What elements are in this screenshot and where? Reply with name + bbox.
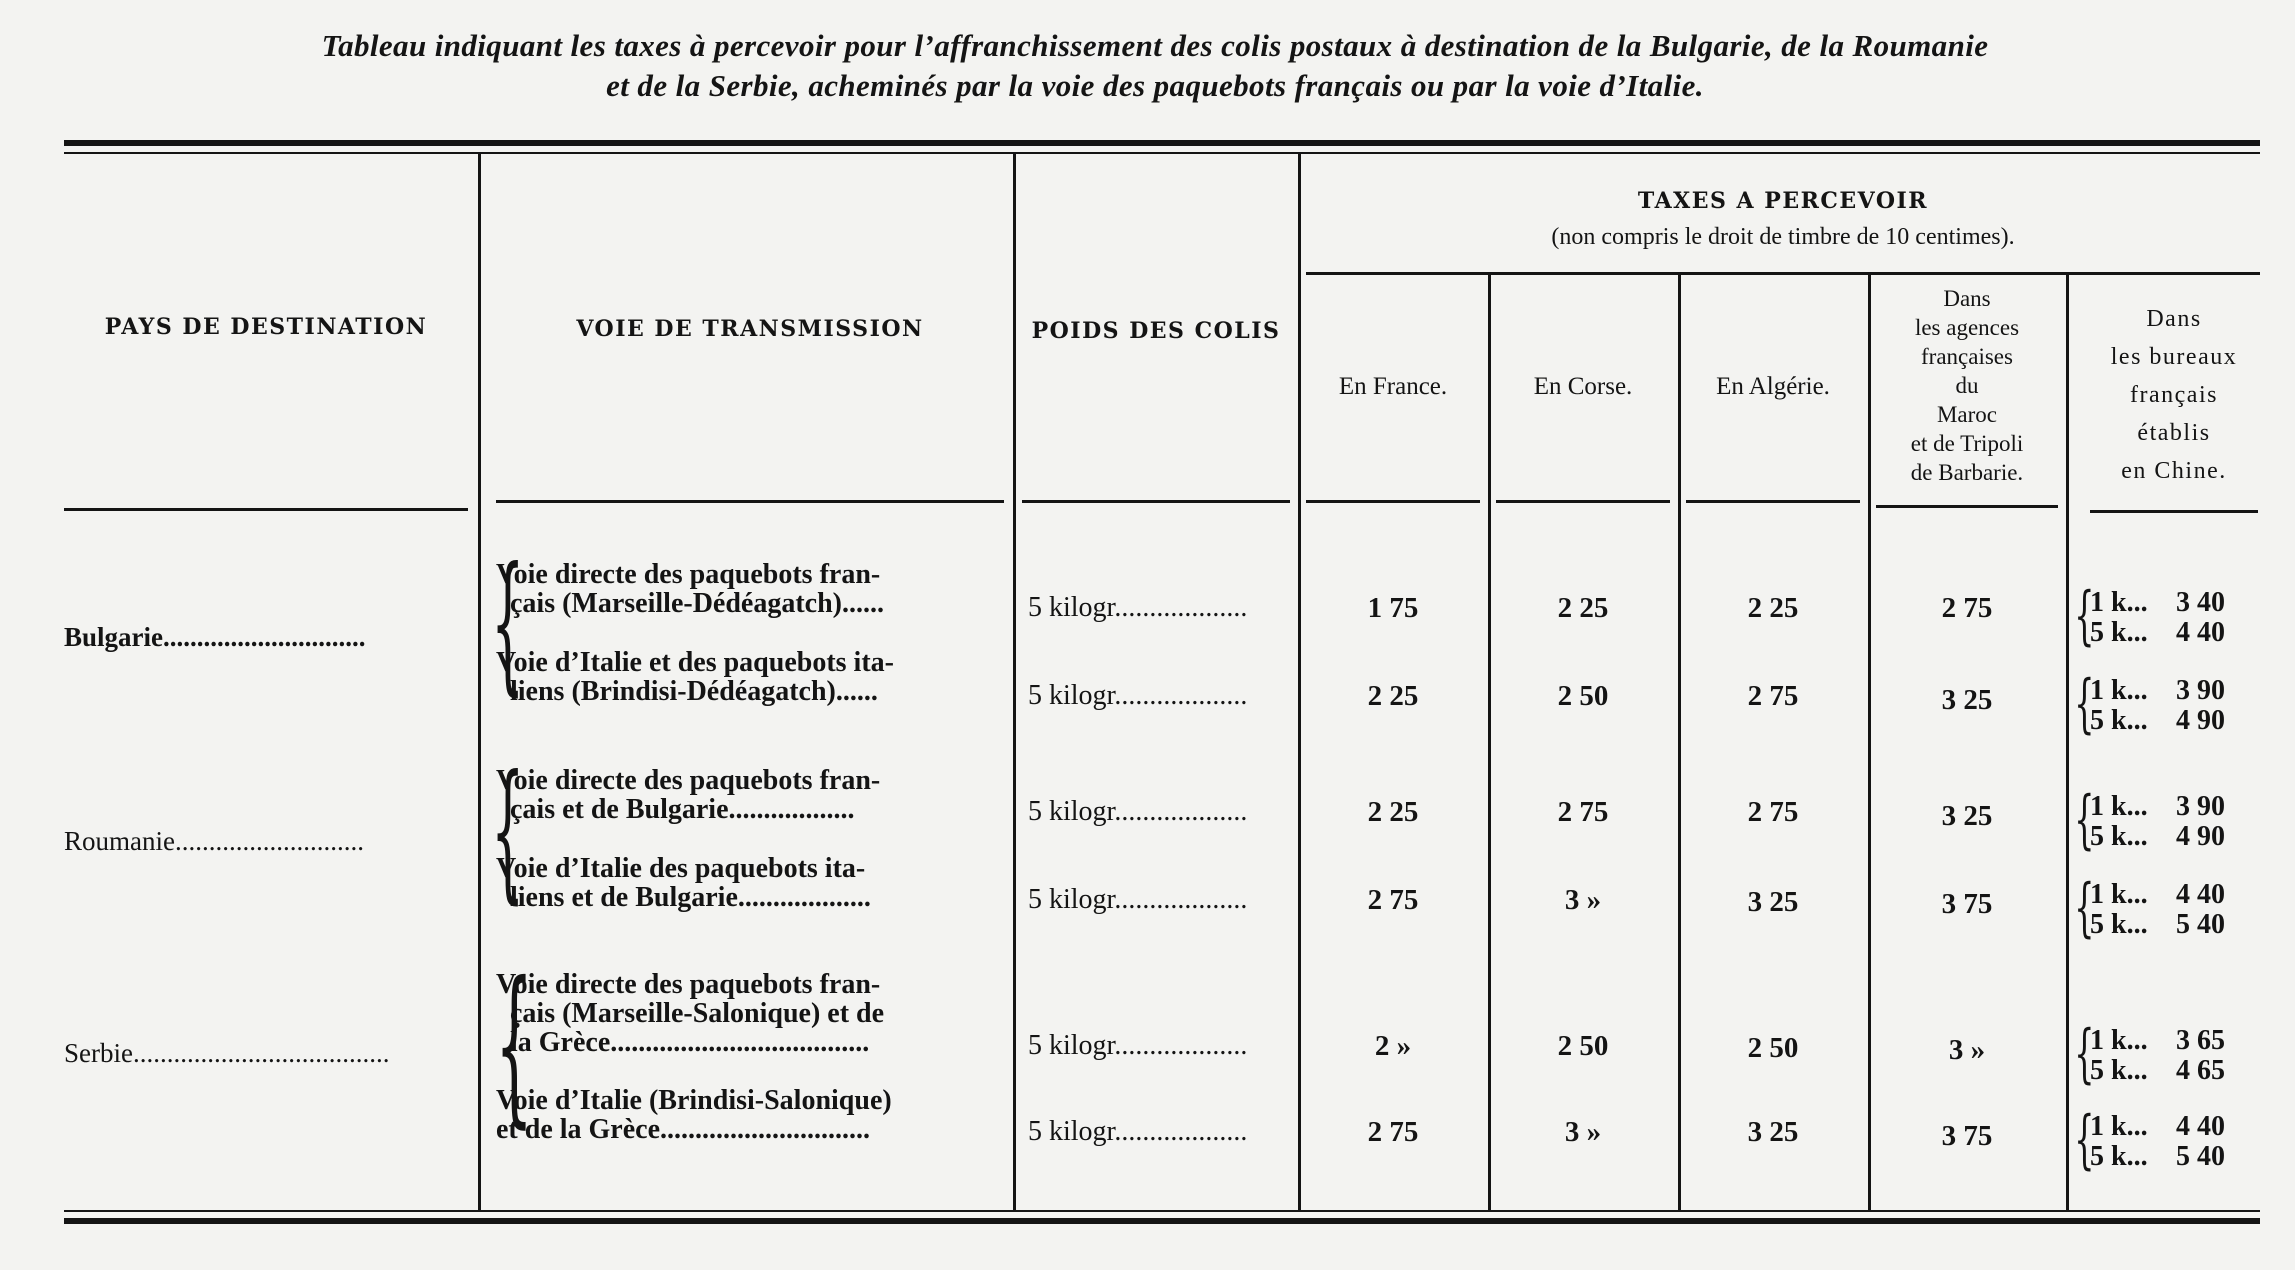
route-row-1: Voie directe des paquebots fran- çais (Marseille-Dédéagatch)...... (496, 559, 884, 618)
header-underline-corse (1496, 500, 1670, 503)
country-bulgarie: Bulgarie.............................. (64, 622, 366, 652)
france-row-3: 2 25 (1367, 796, 1419, 828)
corse-row-5: 2 50 (1557, 1030, 1609, 1062)
country-roumanie: Roumanie............................ (64, 826, 364, 856)
brace-serbie: { (495, 946, 534, 1144)
poids-row-3: 5 kilogr................... (1028, 796, 1248, 827)
header-algerie: En Algérie. (1716, 373, 1830, 400)
brace-roumanie: { (491, 744, 525, 918)
bottom-rule-thick (64, 1218, 2260, 1224)
brace-chine-row-6: { (2074, 1103, 2095, 1177)
header-underline-pays (64, 508, 468, 511)
header-france: En France. (1338, 373, 1448, 400)
header-underline-voie (496, 500, 1004, 503)
corse-row-2: 2 50 (1557, 680, 1609, 712)
title-line-1: Tableau indiquant les taxes à percevoir pour l’affranchissement des colis postaux à destination de la Bulgarie, de la Roumanie (321, 28, 1989, 63)
maroc-row-2: 3 25 (1941, 684, 1993, 716)
poids-row-2: 5 kilogr................... (1028, 680, 1248, 711)
col-divider-1 (478, 154, 481, 1212)
header-voie: VOIE DE TRANSMISSION (576, 316, 924, 342)
france-row-1: 1 75 (1367, 592, 1419, 624)
chine-row-5: 1 k... 3 65 5 k... 4 65 (2090, 1025, 2225, 1086)
france-row-5: 2 » (1374, 1030, 1412, 1062)
route-row-6: Voie d’Italie (Brindisi-Salonique) et de la Grèce.............................. (496, 1085, 892, 1145)
col-divider-2 (1013, 154, 1016, 1212)
header-taxes-title: TAXES A PERCEVOIR (1637, 188, 1929, 214)
algerie-row-1: 2 25 (1747, 592, 1799, 624)
route-row-2: Voie d’Italie et des paquebots ita- liens (Brindisi-Dédéagatch)...... (496, 647, 894, 706)
chine-row-3: 1 k... 3 90 5 k... 4 90 (2090, 791, 2225, 852)
maroc-row-4: 3 75 (1941, 888, 1993, 920)
poids-row-6: 5 kilogr................... (1028, 1116, 1248, 1147)
maroc-row-5: 3 » (1948, 1034, 1986, 1066)
col-divider-3 (1298, 154, 1301, 1212)
header-poids: POIDS DES COLIS (1031, 318, 1281, 344)
poids-row-5: 5 kilogr................... (1028, 1030, 1248, 1061)
algerie-row-6: 3 25 (1747, 1116, 1799, 1148)
header-taxes-note: (non compris le droit de timbre de 10 centimes). (1551, 224, 2015, 250)
header-maroc: Dans les agences françaises du Maroc et de Tripoli de Barbarie. (1910, 286, 2024, 485)
france-row-4: 2 75 (1367, 884, 1419, 916)
header-corse: En Corse. (1533, 373, 1633, 400)
top-rule-thin (64, 152, 2260, 154)
brace-chine-row-5: { (2074, 1017, 2095, 1091)
header-underline-maroc (1876, 505, 2058, 508)
brace-chine-row-2: { (2074, 667, 2095, 741)
route-row-3: Voie directe des paquebots fran- çais et de Bulgarie.................. (496, 765, 881, 824)
header-underline-algerie (1686, 500, 1860, 503)
maroc-row-1: 2 75 (1941, 592, 1993, 624)
brace-chine-row-1: { (2074, 579, 2095, 653)
taxes-underline (1306, 272, 2260, 275)
brace-chine-row-3: { (2074, 783, 2095, 857)
corse-row-1: 2 25 (1557, 592, 1609, 624)
maroc-row-3: 3 25 (1941, 800, 1993, 832)
header-underline-poids (1022, 500, 1290, 503)
brace-bulgarie: { (491, 536, 525, 710)
algerie-row-5: 2 50 (1747, 1032, 1799, 1064)
poids-row-1: 5 kilogr................... (1028, 592, 1248, 623)
header-chine: Dans les bureaux français établis en Chine. (2110, 306, 2238, 484)
poids-row-4: 5 kilogr................... (1028, 884, 1248, 915)
route-row-5: Voie directe des paquebots fran- çais (Marseille-Salonique) et de la Grèce..................................... (496, 969, 885, 1057)
route-row-4: Voie d’Italie des paquebots ita- liens et de Bulgarie................... (496, 853, 871, 912)
chine-row-2: 1 k... 3 90 5 k... 4 90 (2090, 675, 2225, 736)
col-divider-5 (1678, 272, 1681, 1212)
corse-row-4: 3 » (1564, 884, 1602, 916)
brace-chine-row-4: { (2074, 871, 2095, 945)
title-line-2: et de la Serbie, acheminés par la voie des paquebots français ou par la voie d’Italie. (606, 68, 1704, 103)
chine-row-6: 1 k... 4 40 5 k... 5 40 (2090, 1111, 2225, 1172)
france-row-6: 2 75 (1367, 1116, 1419, 1148)
maroc-row-6: 3 75 (1941, 1120, 1993, 1152)
top-rule-thick (64, 140, 2260, 146)
bottom-rule-thin (64, 1210, 2260, 1212)
algerie-row-2: 2 75 (1747, 680, 1799, 712)
algerie-row-3: 2 75 (1747, 796, 1799, 828)
algerie-row-4: 3 25 (1747, 886, 1799, 918)
header-underline-france (1306, 500, 1480, 503)
france-row-2: 2 25 (1367, 680, 1419, 712)
col-divider-6 (1868, 272, 1871, 1212)
chine-row-4: 1 k... 4 40 5 k... 5 40 (2090, 879, 2225, 940)
header-underline-chine (2090, 510, 2258, 513)
corse-row-6: 3 » (1564, 1116, 1602, 1148)
corse-row-3: 2 75 (1557, 796, 1609, 828)
chine-row-1: 1 k... 3 40 5 k... 4 40 (2090, 587, 2225, 648)
header-pays: PAYS DE DESTINATION (104, 314, 428, 340)
table-title (100, 26, 2210, 106)
country-serbie: Serbie...................................... (64, 1038, 390, 1068)
col-divider-7 (2066, 272, 2069, 1212)
col-divider-4 (1488, 272, 1491, 1212)
